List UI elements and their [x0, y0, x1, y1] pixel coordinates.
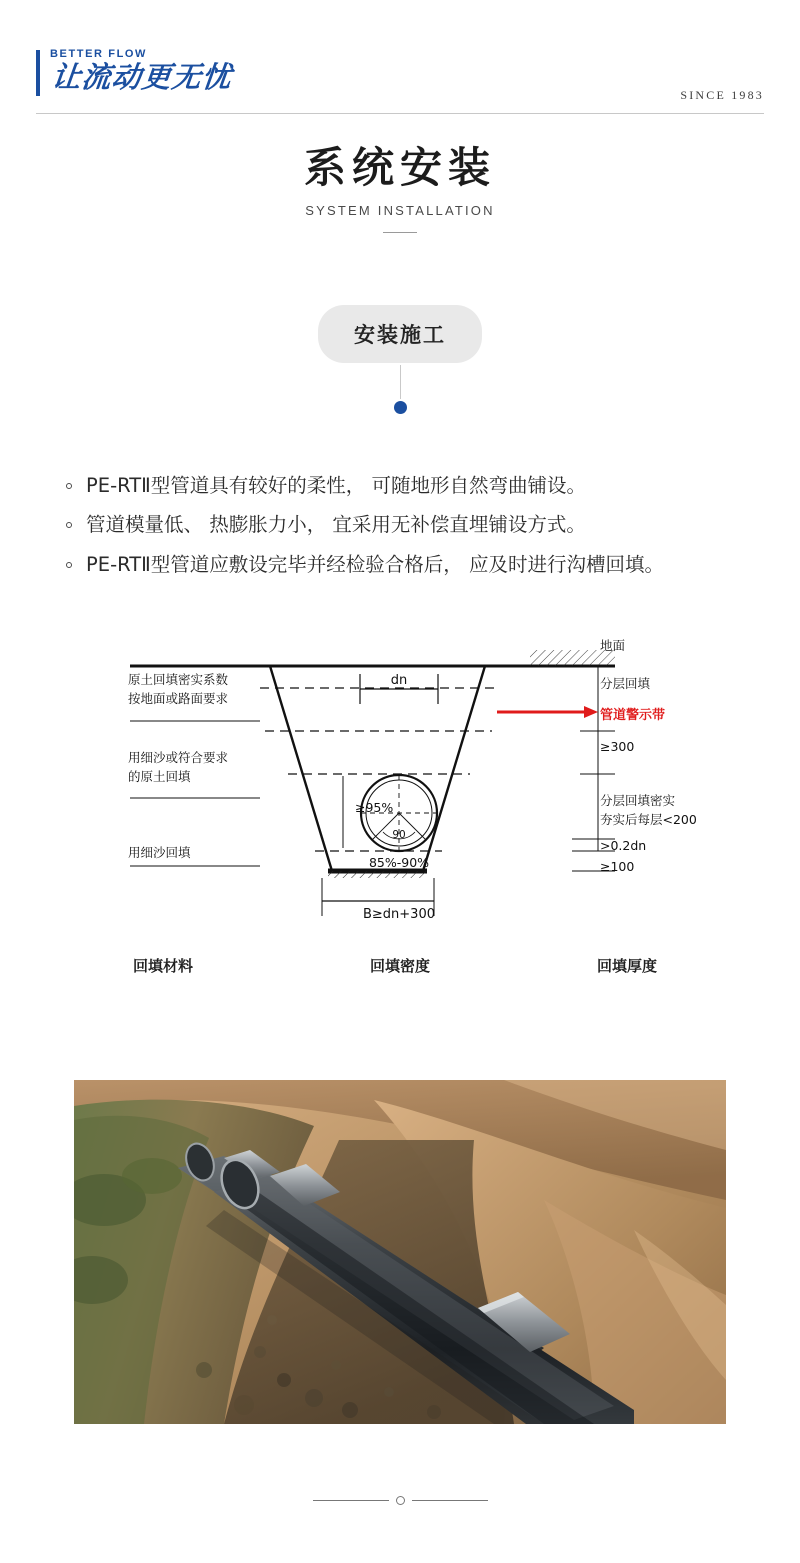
bullet-list [66, 472, 744, 590]
footer-ornament [0, 1496, 800, 1505]
svg-text:85%-90%: 85%-90% [368, 855, 430, 870]
svg-text:dn: dn [390, 673, 408, 688]
diagram-left-label-2-line1: 用细沙或符合要求 [128, 750, 229, 765]
section-badge: 安装施工 [318, 305, 482, 363]
bullet-dot-icon [66, 562, 72, 568]
diagram-left-label-1-line1: 原土回填密实系数 [128, 672, 229, 687]
bullet-text: PE-RTⅡ型管道应敷设完毕并经检验合格后， 应及时进行沟槽回填。 [86, 552, 664, 576]
diagram-left-label-1-line2: 按地面或路面要求 [128, 691, 229, 707]
diagram-left-label-2 [128, 748, 228, 787]
site-photo-illustration [74, 1080, 726, 1424]
bullet-text: PE-RTⅡ型管道具有较好的柔性， 可随地形自然弯曲铺设。 [86, 474, 586, 497]
bullet-text: 管道模量低、 热膨胀力小， 宜采用无补偿直埋铺设方式。 [86, 513, 586, 537]
trench-backfill-diagram [60, 626, 760, 986]
logo-accent-bar [36, 50, 40, 96]
bullet-dot-icon [66, 522, 72, 528]
svg-text:≥95%: ≥95% [355, 800, 394, 815]
diagram-right-label-min100: ≥100 [600, 859, 635, 874]
bullet-dot-icon [66, 483, 72, 489]
brand-logo [36, 48, 234, 94]
page-subtitle: SYSTEM INSTALLATION [305, 203, 495, 219]
column-label-thickness: 回填厚度 [597, 957, 658, 975]
diagram-left-label-3: 用细沙回填 [128, 845, 191, 860]
column-label-density: 回填密度 [370, 957, 431, 975]
diagram-right-label-layered-backfill: 分层回填 [600, 676, 651, 691]
list-item [66, 551, 744, 579]
pipe-angle-label: 90 [392, 829, 406, 841]
diagram-column-labels [0, 955, 800, 979]
list-item [66, 511, 744, 539]
page-header [36, 48, 764, 114]
badge-dot-icon [394, 401, 407, 414]
diagram-right-label-warning-tape: 管道警示带 [600, 708, 666, 723]
diagram-right-label-min300: ≥300 [600, 739, 635, 754]
diagram-right-label-compaction [600, 791, 697, 830]
logo-chinese-tagline: 让流动更无忧 [49, 60, 234, 94]
diagram-right-label-compaction-line2: 夯实后每层<200 [600, 812, 697, 828]
circle-divider-icon [396, 1496, 405, 1505]
badge-connector-line [400, 365, 401, 399]
list-item [66, 472, 744, 500]
section-badge-block [0, 305, 800, 414]
title-divider [383, 232, 417, 233]
diagram-right-label-ground: 地面 [600, 638, 626, 653]
page-title-block [0, 143, 800, 233]
diagram-right-label-compaction-line1: 分层回填密实 [600, 793, 676, 808]
page-title: 系统安装 [303, 143, 496, 192]
logo-english-tagline: BETTER FLOW [50, 48, 148, 60]
site-photo [74, 1080, 726, 1424]
footer-line-left [313, 1500, 389, 1501]
svg-text:B≥dn+300: B≥dn+300 [362, 907, 436, 922]
diagram-left-label-1 [128, 670, 228, 709]
since-label: SINCE 1983 [680, 88, 764, 102]
diagram-right-label-02dn: >0.2dn [600, 838, 647, 853]
column-label-material: 回填材料 [133, 957, 194, 975]
footer-line-right [412, 1500, 488, 1501]
diagram-left-label-2-line2: 的原土回填 [128, 769, 191, 785]
